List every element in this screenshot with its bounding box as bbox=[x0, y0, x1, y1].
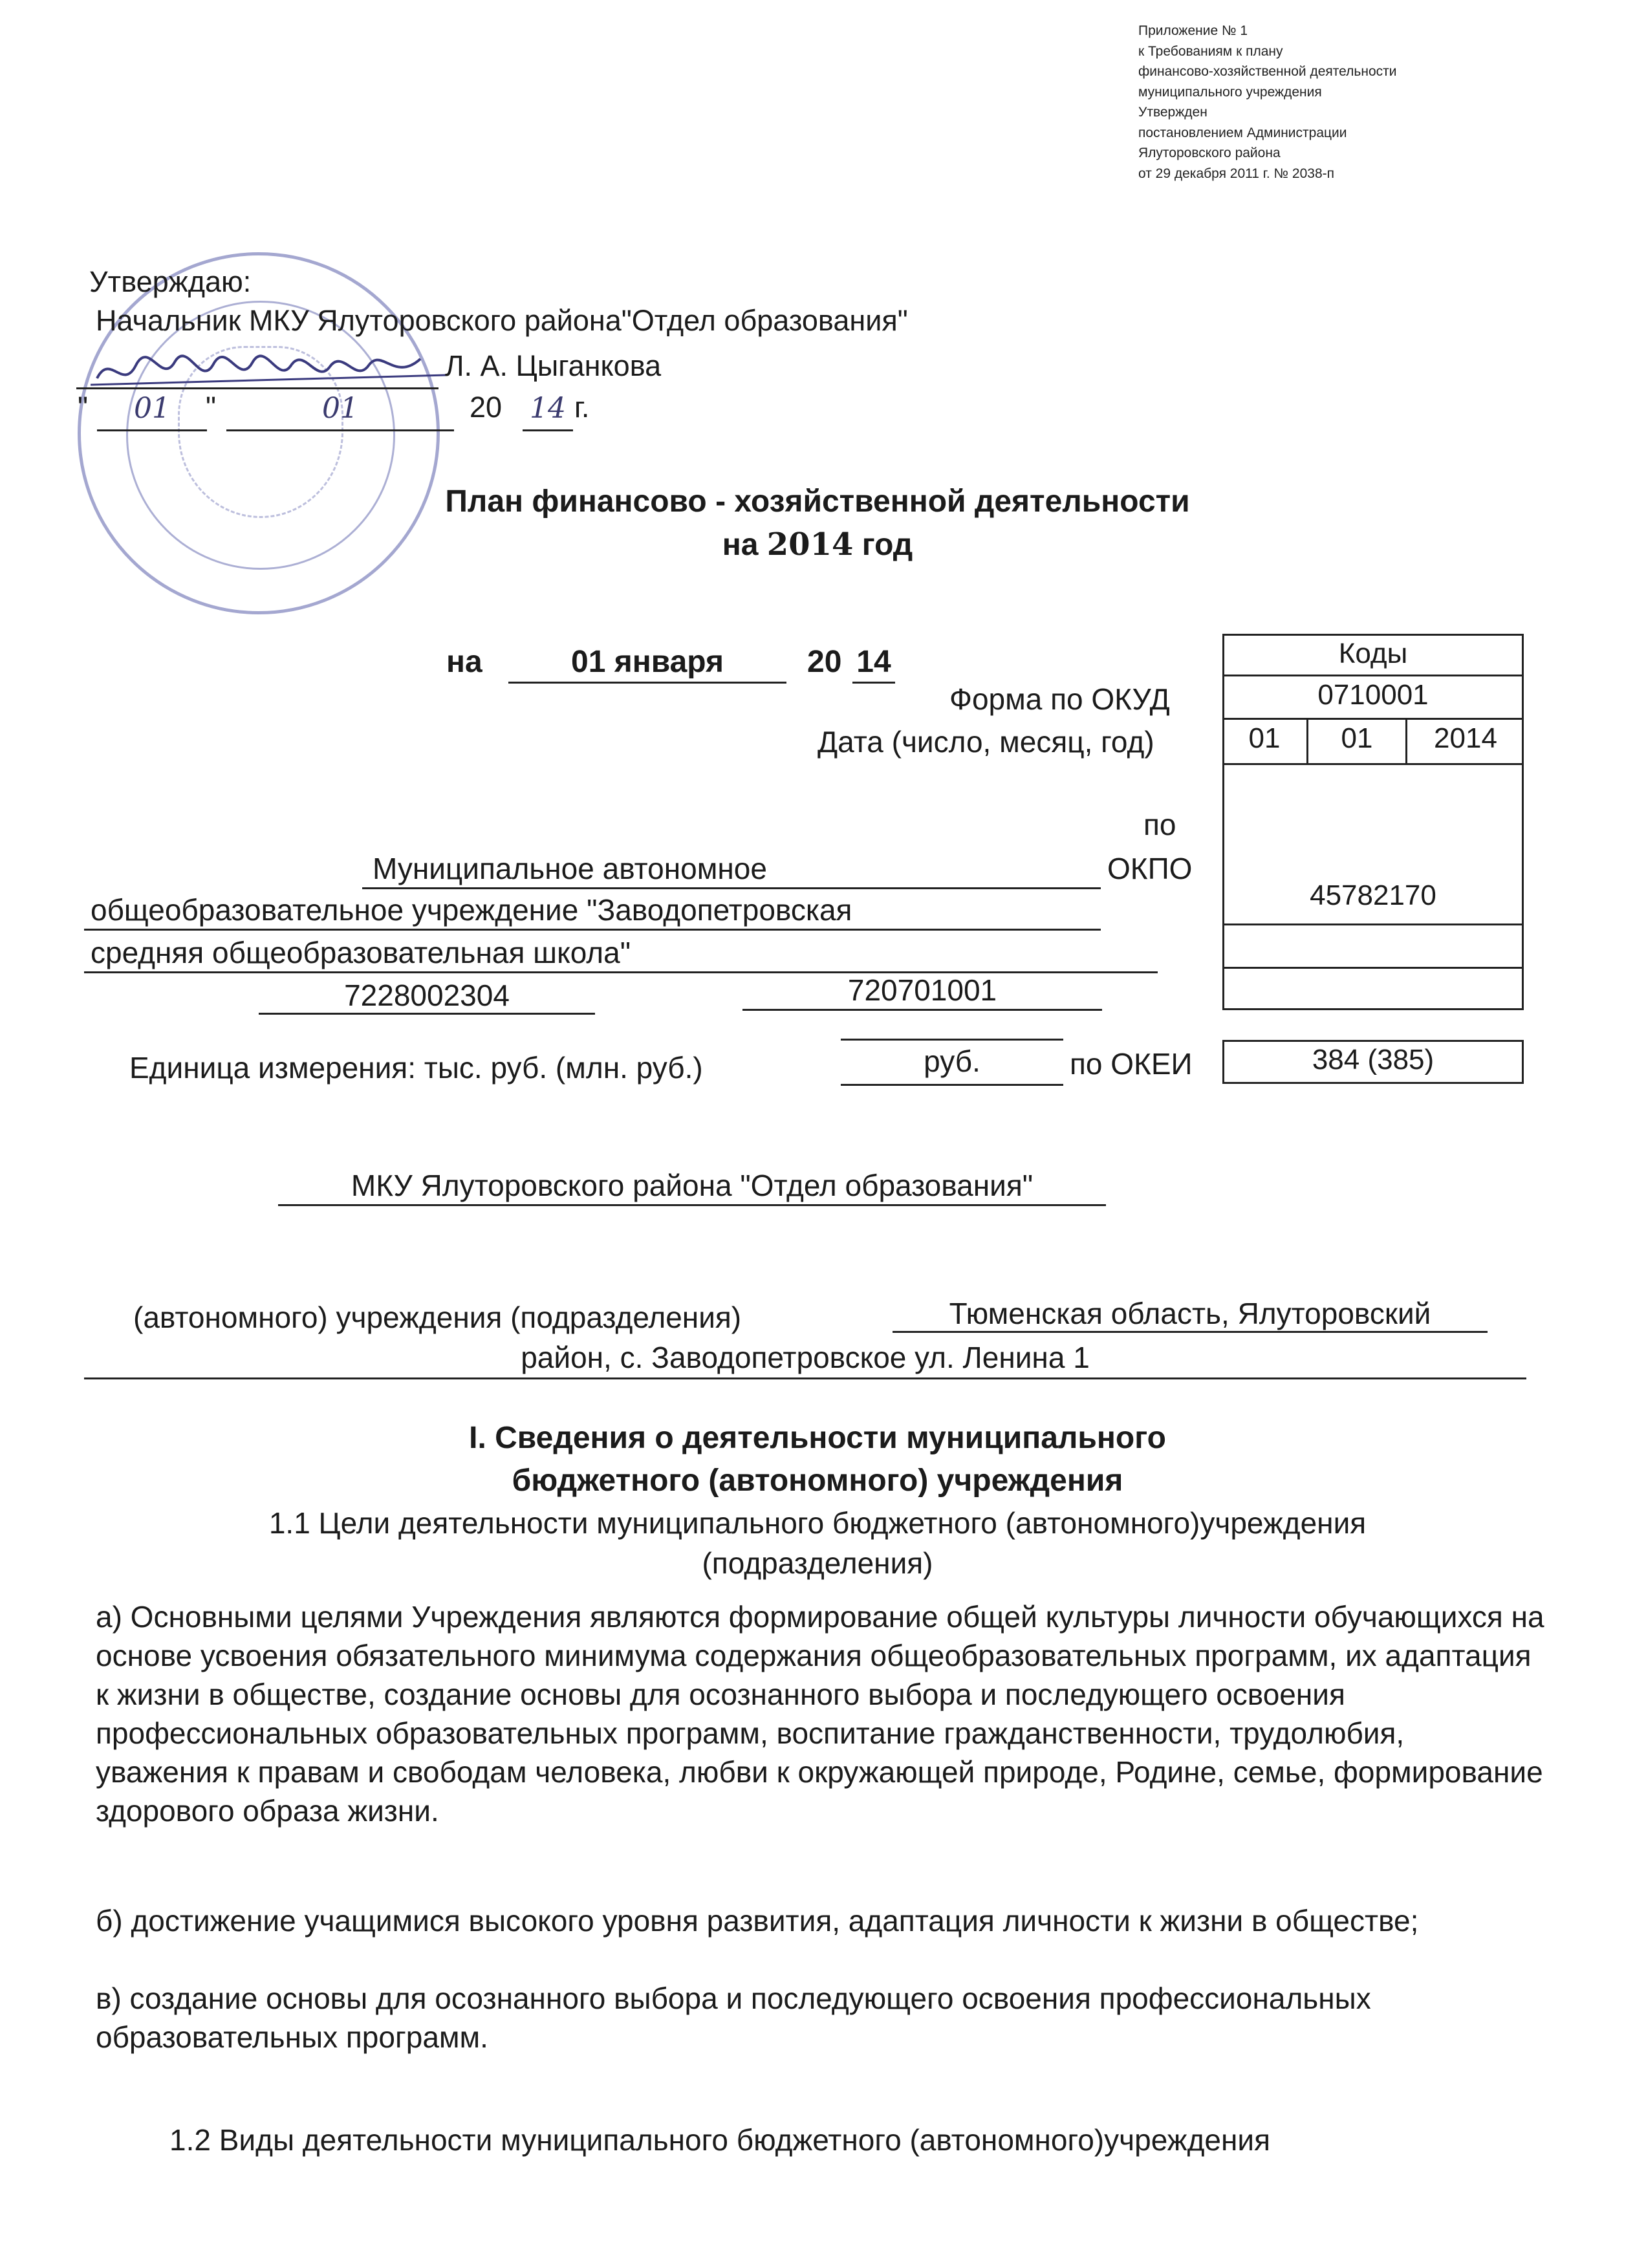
unit-value: руб. bbox=[924, 1044, 980, 1078]
okei-code: 384 (385) bbox=[1312, 1044, 1435, 1075]
approval-day: 01 bbox=[134, 392, 170, 425]
approval-year-field bbox=[523, 392, 573, 431]
approver-name: Л. А. Цыганкова bbox=[445, 349, 662, 382]
underline bbox=[278, 1204, 1106, 1206]
institution-line-1: Муниципальное автономное bbox=[373, 852, 767, 885]
institution-line-3: средняя общеобразовательная школа" bbox=[91, 936, 631, 969]
subsection-1-title-cont: (подразделения) bbox=[702, 1546, 933, 1580]
approval-position: Начальник МКУ Ялуторовского района"Отдел образования" bbox=[96, 304, 908, 337]
table-divider bbox=[1222, 763, 1524, 765]
underline bbox=[84, 929, 1101, 931]
approval-year-prefix: 20 bbox=[470, 391, 503, 424]
table-divider bbox=[1222, 718, 1524, 720]
codes-header: Коды bbox=[1338, 638, 1408, 669]
appendix-line: муниципального учреждения bbox=[1138, 84, 1322, 100]
approval-year-suffix: 14 bbox=[530, 392, 566, 425]
approval-month: 01 bbox=[322, 392, 358, 425]
appendix-line: к Требованиям к плану bbox=[1138, 43, 1283, 59]
approval-label: Утверждаю: bbox=[89, 265, 252, 298]
appendix-line: Утвержден bbox=[1138, 105, 1207, 120]
okud-label: Форма по ОКУД bbox=[949, 682, 1170, 716]
appendix-line: от 29 декабря 2011 г. № 2038-п bbox=[1138, 166, 1335, 181]
subsection-1-title: 1.1 Цели деятельности муниципального бюджетного (автономного)учреждения bbox=[268, 1506, 1367, 1540]
underline bbox=[742, 1009, 1102, 1011]
section-heading-2: бюджетного (автономного) учреждения bbox=[512, 1463, 1123, 1498]
founder-name: МКУ Ялуторовского района "Отдел образования" bbox=[351, 1169, 1034, 1202]
date-prefix: на bbox=[446, 645, 482, 679]
date-year-prefix: 20 bbox=[807, 645, 842, 679]
approval-day-field bbox=[97, 392, 207, 431]
section-heading-1: I. Сведения о деятельности муниципального bbox=[469, 1421, 1166, 1455]
okud-code: 0710001 bbox=[1317, 679, 1429, 711]
address-line-2: район, с. Заводопетровское ул. Ленина 1 bbox=[521, 1341, 1090, 1374]
date-year-field bbox=[852, 644, 895, 684]
date-field bbox=[508, 644, 786, 684]
table-divider bbox=[1222, 967, 1524, 969]
date-year-suffix: 14 bbox=[856, 645, 891, 679]
underline bbox=[841, 1039, 1063, 1041]
address-label: (автономного) учреждения (подразделения) bbox=[133, 1301, 742, 1334]
okpo-label-2: ОКПО bbox=[1107, 852, 1193, 885]
appendix-note bbox=[1138, 21, 1396, 184]
okei-label: по ОКЕИ bbox=[1070, 1047, 1193, 1081]
inn-value: 7228002304 bbox=[344, 978, 510, 1012]
subtitle-suffix: год bbox=[861, 528, 913, 562]
underline bbox=[362, 887, 1101, 889]
approval-month-field bbox=[226, 392, 454, 431]
approval-quote-open: " bbox=[78, 391, 88, 424]
subtitle-year: 2014 bbox=[766, 526, 854, 563]
date-value: 01 января bbox=[571, 645, 724, 679]
table-divider bbox=[1222, 923, 1524, 925]
institution-line-2: общеобразовательное учреждение "Заводопетровская bbox=[91, 893, 852, 927]
underline bbox=[259, 1013, 595, 1015]
underline bbox=[841, 1084, 1063, 1086]
appendix-line: Приложение № 1 bbox=[1138, 23, 1248, 38]
date-code-month: 01 bbox=[1341, 722, 1373, 754]
okpo-code: 45782170 bbox=[1310, 880, 1436, 911]
approval-year-unit: г. bbox=[574, 391, 590, 424]
okpo-label-1: по bbox=[1143, 808, 1176, 841]
appendix-line: Ялуторовского района bbox=[1138, 146, 1281, 160]
document-title: План финансово - хозяйственной деятельности bbox=[445, 484, 1190, 519]
date-code-year: 2014 bbox=[1434, 722, 1497, 754]
appendix-line: финансово-хозяйственной деятельности bbox=[1138, 64, 1397, 79]
table-divider bbox=[1222, 675, 1524, 676]
underline bbox=[893, 1331, 1488, 1333]
document-subtitle bbox=[0, 526, 1635, 563]
underline bbox=[84, 1377, 1526, 1379]
kpp-value: 720701001 bbox=[847, 973, 997, 1007]
appendix-line: постановлением Администрации bbox=[1138, 125, 1347, 140]
date-code-day: 01 bbox=[1248, 722, 1281, 754]
date-label: Дата (число, месяц, год) bbox=[817, 725, 1154, 759]
goal-paragraph-b: б) достижение учащимися высокого уровня развития, адаптация личности к жизни в обществе; bbox=[96, 1904, 1419, 1938]
subtitle-prefix: на bbox=[722, 528, 759, 562]
handwritten-signature bbox=[84, 340, 459, 398]
unit-label: Единица измерения: тыс. руб. (млн. руб.) bbox=[129, 1051, 703, 1085]
address-line-1: Тюменская область, Ялуторовский bbox=[949, 1297, 1431, 1330]
approval-quote-close: " bbox=[206, 391, 216, 424]
subsection-2-title: 1.2 Виды деятельности муниципального бюджетного (автономного)учреждения bbox=[169, 2123, 1270, 2157]
goal-paragraph-a: а) Основными целями Учреждения являются формирование общей культуры личности обучающихся на основе усвоения обязательного минимума содержания общеобразовательных программ, их адаптация к жизни в обществе, создание основы для осознанного выбора и последующего освоения профессиональных образовательных программ, воспитание гражданственности, трудолюбия, уважения к правам и свободам человека, любви к окружающей природе, Родине, семье, формирование здорового образа жизни. bbox=[96, 1600, 1544, 1828]
goal-paragraph-c: в) создание основы для осознанного выбора и последующего освоения профессиональных образовательных программ. bbox=[96, 1982, 1371, 2054]
